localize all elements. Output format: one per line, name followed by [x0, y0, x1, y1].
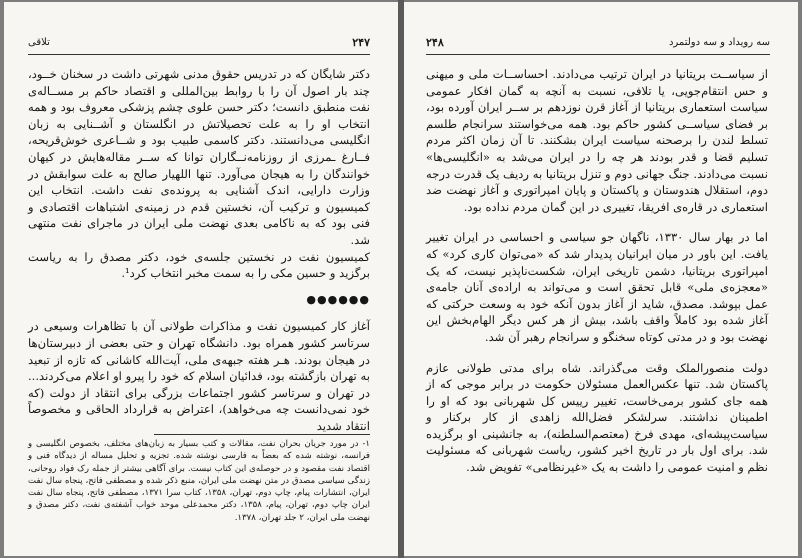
- paragraph: آغاز کار کمیسیون نفت و مذاکرات طولانی آن با تظاهرات وسیعی در سرتاسر کشور همراه بود. دانشگاه تهران و حتی بعضی از دبیرستان‌ها در هیجان بودند. هـر هفته جبهه‌ی ملی، آیت‌الله کاشانی که تازه از تبعید به تهران بازگشته بود، فدائیان اسلام که خود را پیرو او اعلام می‌کردند... در تهران و سرتاسر کشور اجتماعات بزرگی برای انتقاد از دولت (که خود نمی‌دانست چه می‌خواهد)، اعتراض به قرارداد الحاقی و مخصوصاً انتقاد شدید: [28, 319, 370, 433]
- paragraph: دولت منصورالملک وقت می‌گذراند. شاه برای مدتی طولانی عازم پاکستان شد. تنها عکس‌العمل مسئولان حکومت در برابر موجی که از همه جای کشور برمی‌خاست، تغییر رییس کل شهربانی بود که او را اطمینان نداشتند. سرلشکر فضل‌الله زاهدی از کار برکنار و سیاست‌پیشه‌ای، مهدی فرخ (معتصم‌السلطنه)، به جانشینی او برگزیده شد. برای اول بار در تاریخ اخیر کشور، ریاست شهربانی که مسئولیت نظم و امنیت عمومی را داشت به یک «غیرنظامی» تفویض شد.: [426, 360, 768, 475]
- paragraph: کمیسیون نفت در نخستین جلسه‌ی خود، دکتر مصدق را به ریاست برگزید و حسین مکی را به سمت مخبر انتخاب کرد¹.: [28, 249, 370, 281]
- paragraph: از سیاســت بریتانیا در ایران ترتیب می‌دادند. احساســات ملی و میهنی و حس انتقام‌جویی، یا تلافی، نسبت به آنچه به گمان افکار عمومی سیاست استعماری بریتانیا از آغاز قرن نوزدهم بر ســر ایران آورده بود، بر فضای سیاســی کشور حاکم بود. همه می‌خواستند سرانجام طلسم تسلط لندن را برصحنه سیاست ایران بشکنند. تا آن زمان اکثر مردم تسلیم قضا و قدر بودند هر چه را در ایران می‌شد به «انگلیسی‌ها» نسبت می‌دادند. جنگ جهانی دوم و تنزل بریتانیا به ردیف یک قدرت درجه دوم، استقلال هندوستان و پاکستان و پایان امپراتوری و آغاز نهضت ضد استعماری در قاره‌ی افریقا، تغییری در این گمان مردم نداده بود.: [426, 67, 768, 214]
- right-page-body: [426, 66, 768, 476]
- running-title: سه رویداد و سه دولتمرد: [668, 37, 770, 48]
- left-page-header: [28, 36, 370, 55]
- paragraph: اما در بهار سال ۱۳۳۰، ناگهان جو سیاسی و احساسی در ایران تغییر یافت. این باور در میان ایرانیان پدیدار شد که «می‌توان کاری کرد» که امپراتوری بریتانیا، دشمن تاریخی ایران، شکست‌ناپذیر نیست، که یک «معجزه‌ی ملی» قابل تحقق است و می‌تواند به اراده‌ی آنان جامه‌ی عمل بپوشد. مصدق، شاید از آغاز بدون آنکه خود به وسعت حرکتی که آغاز شده بود کاملاً واقف باشد، بیش از هر کس دیگر الهام‌بخش این نهضت بود و در مدتی کوتاه سخنگو و سرانجام رهبر آن شد.: [426, 230, 769, 344]
- footnote-rule: [154, 434, 370, 435]
- page-number: ۲۴۷: [352, 36, 370, 49]
- section-separator: ●●●●●●: [306, 292, 370, 306]
- page-number: ۲۴۸: [426, 36, 444, 49]
- right-page-header: [426, 36, 770, 55]
- paragraph: دکتر شایگان که در تدریس حقوق مدنی شهرتی داشت در سخنان خــود، چند بار اصول آن را با روابط بین‌المللی و اقتصاد حاکم بر مســاله‌ی نفت منطبق دانست؛ دکتر حسن علوی چشم پزشکی معروف بود و همه انتخاب او را به علت تحصیلاتش در انگلستان و آشــنایی به زبان انگلیسی می‌دانستند. دکتر کاسمی طبیب بود و شــاعری خوش‌قریحه، فــارغ‌ ـمرزی از روزنامه‌نــگاران توانا که ســر مقاله‌هایش در کیهان خوانندگان را به هیجان می‌آورد. تنها اللهیار صالح به علت سوابقش در وزارت دارایی، اندک آشنایی به پرونده‌ی نفت داشت. انتخاب این کمیسیون و ترکیب آن، نخستین قدم در زمینه‌ی اشتباهات اقتصادی و فنی بود که به ناکامی بعدی نهضت ملی ایران در ماجرای نفت منتهی شد.: [28, 67, 371, 247]
- running-title: تلاقی: [28, 37, 50, 48]
- footnote: ۱- در مورد جریان بحران نفت، مقالات و کتب بسیار به زبان‌های مختلف، بخصوص انگلیسی و فرانسه، نوشته شده که بعضاً به فارسی نوشته شده. تجزیه و تحلیل مساله از دیدگاه فنی و اقتصاد نفت مقصود و در حوصله‌ی این کتاب نیست. برای آگاهی بیشتر از جمله رک فواد روحانی، زندگی سیاسی مصدق در متن نهضت ملی ایران، منبع ذکر شده و مصطفی فاتح، پنجاه سال نفت ایران، انتشارات پیام، چاپ دوم، تهران، ۱۳۵۸، کتاب سرا ۱۳۷۱، مصطفی فاتح، پنجاه سال نفت ایران چاپ دوم، تهران، پیام، ۱۳۵۸، دکتر محمدعلی موحد خواب آشفته‌ی نفت، دکتر مصدق و نهضت ملی ایران، ۲ جلد تهران، ۱۳۷۸.: [28, 439, 370, 523]
- right-page: [404, 2, 798, 556]
- left-page-body: [28, 66, 370, 434]
- left-page: [4, 2, 398, 556]
